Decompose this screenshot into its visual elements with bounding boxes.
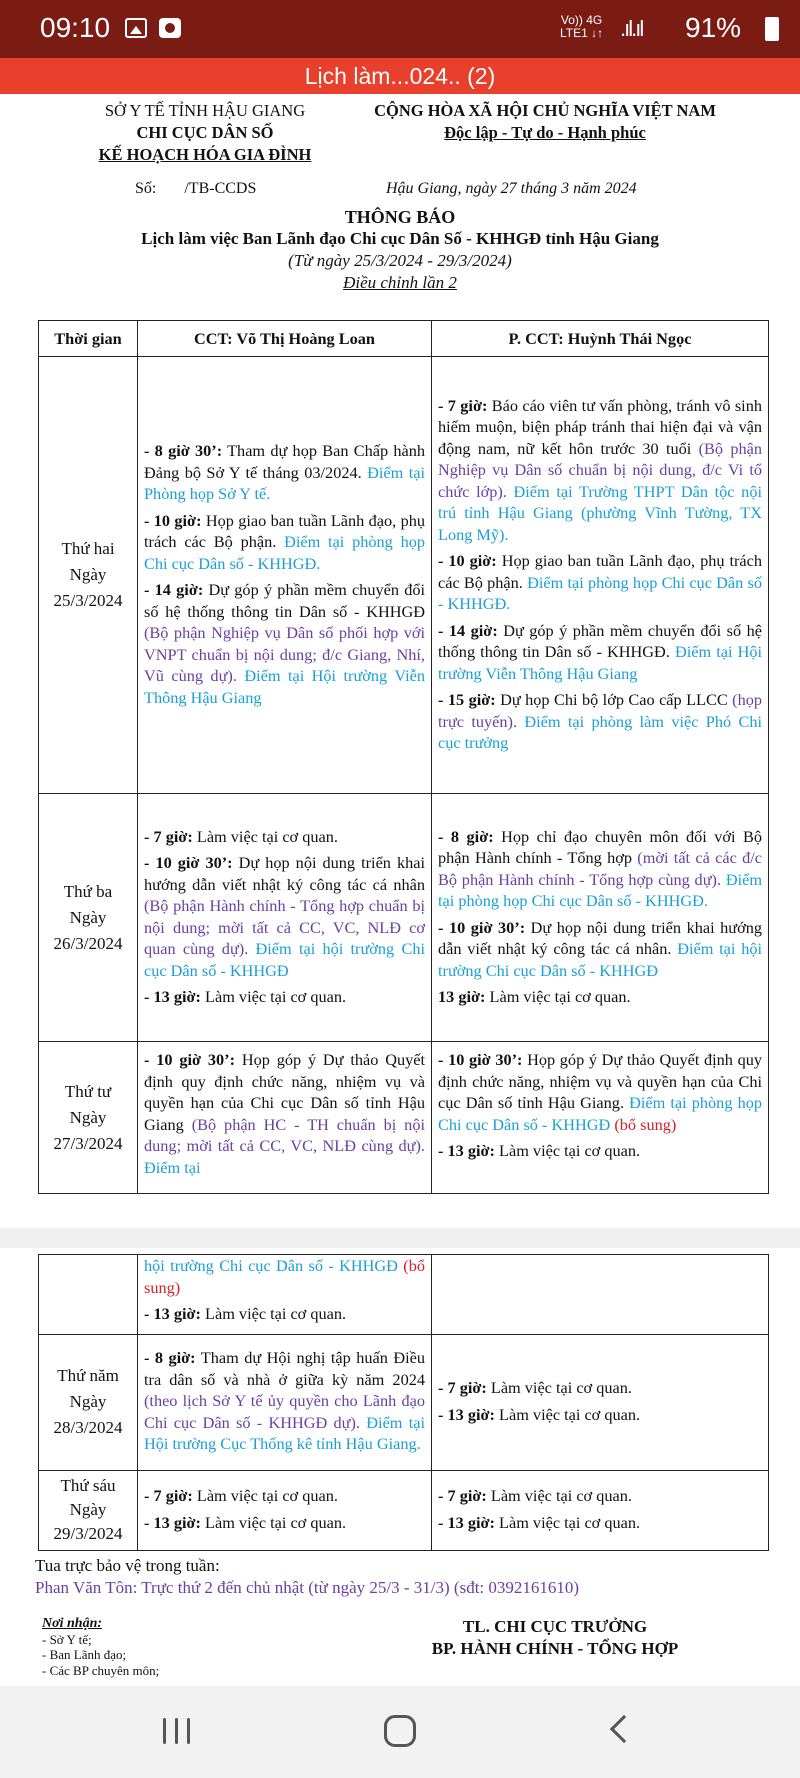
duty-label: Tua trực bảo vệ trong tuần: [35, 1556, 220, 1575]
day-date: 25/3/2024 [53, 591, 123, 610]
adjust-wrap [0, 272, 800, 294]
network-bottom: LTE1 ↓↑ [560, 26, 604, 40]
item-text: Dự họp Chi bộ lớp Cao cấp LLCC [495, 690, 728, 709]
table-row [39, 1042, 769, 1194]
schedule-item [438, 986, 762, 1008]
director-cell [138, 1334, 432, 1470]
document-title-bar[interactable] [0, 58, 800, 94]
day-name: Thứ sáu [60, 1476, 116, 1495]
recipient-item: - Sở Y tế; [42, 1631, 92, 1647]
item-text: Dự góp ý phần mềm chuyển đổi số hệ thống thông tin Dân số - KHHGĐ [144, 580, 425, 621]
signature-line-2: BP. HÀNH CHÍNH - TỔNG HỢP [431, 1639, 679, 1658]
duty-text: Phan Văn Tôn: Trực thứ 2 đến chủ nhật (từ ngày 25/3 - 31/3) (sđt: 0392161610) [35, 1578, 580, 1597]
item-time: - 13 giờ: [438, 1404, 495, 1424]
item-note: (theo lịch Sở Y tế ủy quyền cho Lãnh đạo Chi cục Dân số - KHHGĐ dự). [144, 1391, 425, 1432]
table-row [39, 357, 769, 794]
item-location: Điểm tại Hội trường Viễn Thông Hậu Giang [144, 666, 425, 707]
battery-level: 91% [685, 12, 742, 43]
signature-line-1: TL. CHI CỤC TRƯỞNG [462, 1617, 648, 1636]
item-time: - 13 giờ: [144, 987, 201, 1006]
director-cell [138, 794, 432, 1042]
schedule-item [438, 1049, 762, 1135]
schedule-item [144, 986, 425, 1008]
schedule-table [38, 320, 769, 1194]
screen-record-icon [159, 18, 181, 38]
item-text: Tham dự Hội nghị tập huấn Điều tra dân số và nhà ở giữa kỳ năm 2024 [144, 1348, 425, 1389]
motto-wrap [340, 122, 750, 144]
item-location: Điểm tại phòng họp Chi cục Dân số - KHHGĐ [438, 1093, 762, 1134]
schedule-item [438, 1140, 762, 1162]
item-text: Làm việc tại cơ quan. [192, 826, 338, 846]
item-text: Làm việc tại cơ quan. [192, 1486, 338, 1505]
day-label: Ngày [69, 907, 107, 927]
day-date: 29/3/2024 [53, 1524, 123, 1543]
day-name: Thứ tư [64, 1081, 112, 1101]
table-row [39, 1470, 769, 1550]
item-text: Báo cáo viên tư vấn phòng, tránh vô sinh hiếm muộn, biện pháp tránh thai hiện đại và vận động nam, nữ kết hôn trước 30 tuổi [438, 395, 762, 458]
item-time: - 10 giờ: [144, 510, 202, 530]
table-row [39, 1334, 769, 1470]
item-time: - 8 giờ: [438, 826, 494, 846]
item-text: Làm việc tại cơ quan. [200, 1304, 347, 1323]
day-label: Ngày [69, 565, 107, 584]
header-deputy: P. CCT: Huỳnh Thái Ngọc [432, 321, 769, 357]
org-line-3 [70, 144, 340, 166]
schedule-item [438, 1485, 762, 1507]
item-time: - 8 giờ 30’: [144, 441, 223, 460]
item-note: (mời tất cả các đ/c Bộ phận Hành chính - Tổng hợp cùng dự). [438, 848, 762, 889]
item-text: Dự góp ý phần mềm chuyển đổi số hệ thống thông tin Dân số - KHHGĐ. [438, 620, 762, 661]
item-note: (họp trực tuyến). [438, 690, 763, 731]
item-time: - 7 giờ: [438, 1486, 487, 1505]
schedule-item [144, 1255, 425, 1298]
deputy-cell [432, 1470, 769, 1550]
item-time: - 13 giờ: [144, 1304, 201, 1323]
recipient-item: - Các BP chuyên môn; [42, 1662, 160, 1678]
signature-block [380, 1616, 730, 1660]
schedule-item [438, 826, 762, 912]
schedule-item [144, 852, 425, 981]
schedule-item [144, 1512, 425, 1534]
schedule-item [438, 1377, 762, 1399]
notice-subtitle: Lịch làm việc Ban Lãnh đạo Chi cục Dân Số - KHHGĐ tỉnh Hậu Giang [141, 229, 659, 248]
item-text: Tham dự họp Ban Chấp hành Đảng bộ Sở Y tế tháng 03/2024. [144, 441, 425, 482]
status-bar [0, 0, 800, 58]
item-added: (bổ sung) [144, 1256, 426, 1297]
org-line-3-text: KẾ HOẠCH HÓA GIA ĐÌNH [98, 145, 312, 164]
network-top: Vo)) 4G [560, 13, 603, 27]
item-text: Họp giao ban tuần Lãnh đạo, phụ trách các Bộ phận. [144, 510, 425, 551]
item-text: Làm việc tại cơ quan. [494, 1404, 641, 1424]
document-page-2[interactable] [0, 1248, 800, 1686]
item-note: (Bộ phận Hành chính - Tổng hợp chuẩn bị nội dung; mời tất cả CC, VC, NLĐ cơ quan cùng dự). [144, 896, 425, 958]
item-time: - 10 giờ 30’: [438, 1050, 523, 1069]
document-date: Hậu Giang, ngày 27 tháng 3 năm 2024 [386, 180, 637, 197]
item-location: Điểm tại Hội trường Viễn Thông Hậu Giang [438, 642, 763, 683]
item-time: - 14 giờ: [144, 580, 204, 599]
schedule-item [438, 550, 762, 615]
day-cell [39, 357, 138, 794]
status-time: 09:10 [40, 12, 111, 43]
item-note: (Bộ phận Nghiệp vụ Dân số phối hợp với VNPT chuẩn bị nội dung; đ/c Giang, Nhí, Vũ cùng dự). [144, 623, 425, 685]
item-text: Dự họp nội dung triển khai hướng dẫn viết nhật ký công tác cá nhân. [438, 917, 762, 958]
recipient-item: - Ban Lãnh đạo; [42, 1647, 127, 1662]
item-location: Điểm tại phòng làm việc Phó Chi cục trưởng [438, 711, 763, 752]
item-text: Làm việc tại cơ quan. [494, 1141, 641, 1160]
day-date: 26/3/2024 [53, 933, 123, 953]
org-line-1: SỞ Y TẾ TỈNH HẬU GIANG [104, 101, 306, 120]
deputy-cell [432, 794, 769, 1042]
item-location: Điểm tại hội trường Chi cục Dân số - KHHGĐ [438, 939, 762, 980]
schedule-item [144, 1049, 425, 1178]
item-time: - 10 giờ 30’: [438, 917, 526, 937]
day-cell [39, 1042, 138, 1194]
schedule-item [144, 1303, 425, 1325]
deputy-cell [432, 1042, 769, 1194]
item-text: Dự họp nội dung triển khai hướng dẫn viết nhật ký công tác cá nhân [144, 853, 425, 894]
day-cell [39, 794, 138, 1042]
item-time: - 7 giờ: [438, 1378, 487, 1397]
item-location: Điểm tại hội trường Chi cục Dân số - KHHGĐ [144, 939, 425, 980]
item-time: - 10 giờ 30’: [144, 853, 233, 872]
day-name: Thứ ba [63, 881, 113, 901]
schedule-item [438, 395, 762, 546]
item-time: - 7 giờ: [438, 395, 488, 415]
document-page[interactable] [0, 94, 800, 1228]
item-location: Điểm tại phòng họp Chi cục Dân số - KHHGĐ. [144, 532, 425, 573]
day-name: Thứ hai [61, 539, 115, 558]
item-location: Điểm tại phòng họp Chi cục Dân số - KHHGĐ. [438, 572, 762, 613]
schedule-item [144, 826, 425, 848]
nation-title: CỘNG HÒA XÃ HỘI CHỦ NGHĨA VIỆT NAM [374, 101, 716, 120]
header-director: CCT: Võ Thị Hoàng Loan [138, 321, 432, 357]
deputy-cell [432, 1334, 769, 1470]
item-text: Họp giao ban tuần Lãnh đạo, phụ trách các Bộ phận. [438, 551, 762, 592]
schedule-item [438, 689, 762, 754]
recent-apps-icon[interactable] [163, 1718, 191, 1744]
item-location: Điểm tại Hội trường Cục Thống kê tỉnh Hậu Giang. [144, 1412, 425, 1454]
notice-title: THÔNG BÁO [344, 207, 456, 227]
notice-range: (Từ ngày 25/3/2024 - 29/3/2024) [288, 251, 512, 270]
director-cell [138, 357, 432, 794]
schedule-item [438, 1404, 762, 1426]
navigation-bar [0, 1686, 800, 1778]
item-text: Họp góp ý Dự thảo Quyết định quy định chức năng, nhiệm vụ và quyền hạn của Chi cục Dân số tỉnh Hậu Giang [144, 1050, 425, 1134]
day-label: Ngày [69, 1107, 107, 1127]
item-text: Làm việc tại cơ quan. [200, 987, 347, 1006]
day-date: 27/3/2024 [53, 1133, 123, 1153]
recipients [42, 1616, 159, 1678]
day-date: 28/3/2024 [53, 1418, 123, 1437]
document-title: Lịch làm...024.. (2) [304, 63, 496, 89]
network-indicator [560, 14, 603, 40]
table-header-row [39, 321, 769, 357]
notice-title-block [0, 206, 800, 294]
item-time: - 8 giờ: [144, 1348, 196, 1368]
item-time: - 7 giờ: [144, 826, 193, 846]
notice-adjust: Điều chỉnh lần 2 [343, 273, 457, 292]
table-row [39, 794, 769, 1042]
item-text: Làm việc tại cơ quan. [494, 1512, 641, 1532]
day-name: Thứ năm [57, 1366, 119, 1385]
item-text: Họp chỉ đạo chuyên môn đối với Bộ phận Hành chính - Tổng hợp [438, 826, 762, 867]
item-text: Họp góp ý Dự thảo Quyết định quy định chức năng, nhiệm vụ và quyền hạn của Chi cục Dân số tỉnh Hậu Giang. [438, 1050, 763, 1112]
day-cell [39, 1470, 138, 1550]
item-text: Làm việc tại cơ quan. [486, 1486, 632, 1505]
item-time: - 10 giờ: [438, 551, 497, 570]
table-row [39, 1255, 769, 1335]
item-time: - 13 giờ: [438, 1512, 495, 1532]
item-location: Điểm tại Phòng họp Sở Y tế. [144, 462, 425, 503]
recipients-title: Nơi nhận: [42, 1616, 103, 1631]
org-header-right [340, 100, 750, 144]
item-time: 13 giờ: [438, 987, 486, 1006]
day-label: Ngày [69, 1392, 107, 1411]
deputy-cell [432, 1255, 769, 1335]
org-line-2: CHI CỤC DÂN SỐ [136, 123, 274, 142]
item-time: - 13 giờ: [438, 1141, 495, 1160]
day-label: Ngày [69, 1500, 107, 1519]
schedule-item [438, 917, 762, 982]
schedule-item [144, 1485, 425, 1507]
director-cell [138, 1255, 432, 1335]
item-time: - 10 giờ 30’: [144, 1050, 235, 1069]
item-note: (Bộ phận Nghiệp vụ Dân số chuẩn bị nội dung, đ/c Vi tổ chức lớp). [438, 438, 762, 501]
item-location: Điểm tại phòng họp Chi cục Dân số - KHHGĐ. [438, 869, 762, 910]
schedule-item [144, 579, 425, 708]
director-cell [138, 1042, 432, 1194]
deputy-cell [432, 357, 769, 794]
org-header-left [70, 100, 340, 166]
item-location: hội trường Chi cục Dân số - KHHGĐ [144, 1256, 398, 1275]
item-time: - 7 giờ: [144, 1486, 193, 1505]
home-icon[interactable] [384, 1715, 416, 1747]
item-text: Làm việc tại cơ quan. [485, 987, 631, 1006]
gallery-icon [125, 18, 147, 38]
item-time: - 14 giờ: [438, 620, 498, 640]
document-number: Số: /TB-CCDS [135, 180, 257, 197]
schedule-item [438, 620, 762, 685]
item-location: Điểm tại Trường THPT Dân tộc nội trú tỉnh Hậu Giang (phường Vĩnh Tường, TX Long Mỹ). [438, 481, 762, 544]
signal-icon: .ıl.ıl [620, 16, 643, 41]
item-location: Điểm tại [144, 1157, 201, 1177]
back-icon[interactable] [610, 1715, 638, 1743]
day-cell [39, 1334, 138, 1470]
schedule-item [144, 440, 425, 505]
day-cell [39, 1255, 138, 1335]
page-divider [0, 1228, 800, 1248]
battery-icon [765, 17, 779, 41]
director-cell [138, 1470, 432, 1550]
nation-motto: Độc lập - Tự do - Hạnh phúc [444, 123, 646, 142]
schedule-item [438, 1512, 762, 1534]
item-added: (bổ sung) [610, 1114, 677, 1134]
schedule-table-continued [38, 1254, 769, 1551]
item-note: (Bộ phận HC - TH chuẩn bị nội dung; mời tất cả CC, VC, NLĐ cùng dự). [144, 1114, 425, 1155]
item-text: Làm việc tại cơ quan. [486, 1378, 632, 1397]
item-time: - 13 giờ: [144, 1512, 201, 1532]
schedule-item [144, 510, 425, 575]
header-time: Thời gian [39, 321, 138, 357]
item-time: - 15 giờ: [438, 690, 496, 709]
item-text: Làm việc tại cơ quan. [200, 1512, 347, 1532]
schedule-item [144, 1347, 425, 1455]
